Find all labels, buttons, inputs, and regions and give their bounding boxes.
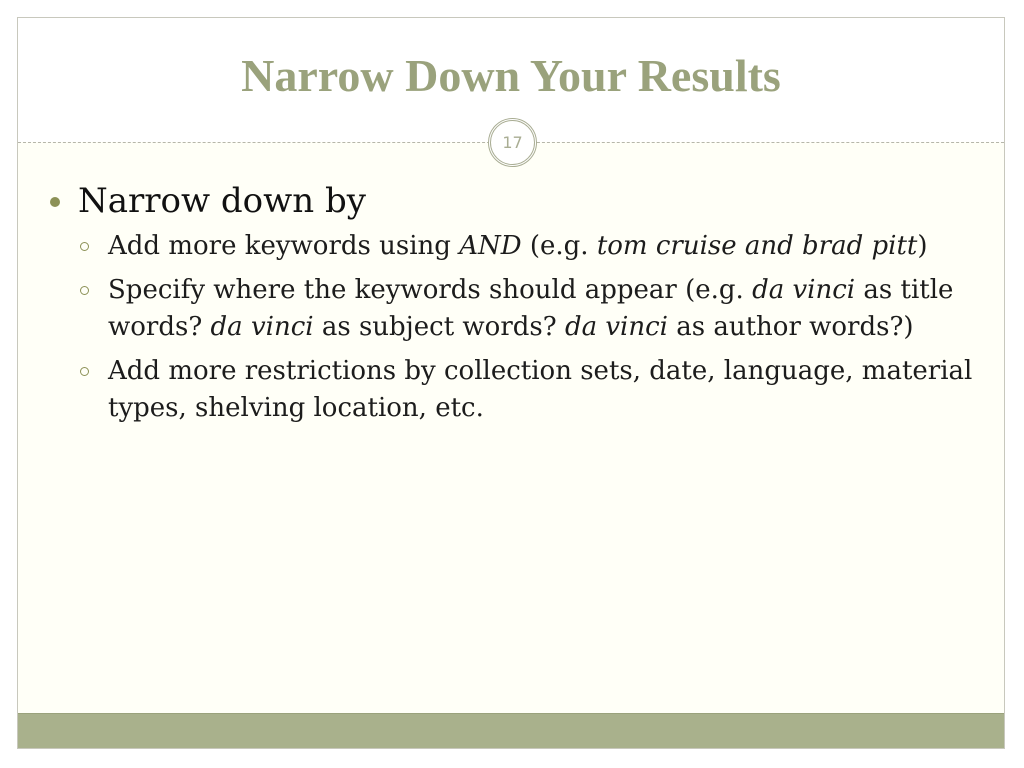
sub-bullet-text — [108, 356, 972, 423]
italic-segment: da vinci — [564, 312, 668, 342]
slide-title: Narrow Down Your Results — [241, 50, 781, 101]
sub-bullet-list — [78, 228, 988, 427]
italic-segment: tom cruise and brad pitt — [596, 231, 918, 261]
page-number-badge: 17 — [488, 118, 537, 167]
text-segment: Specify where the keywords should appear (e.g. — [108, 275, 753, 305]
slide — [17, 17, 1005, 749]
text-segment: as author words?) — [667, 312, 914, 342]
slide-content — [48, 178, 988, 434]
main-bullet-text: Narrow down by — [78, 181, 366, 221]
text-segment: as title words? — [108, 275, 954, 342]
text-segment: as subject words? — [313, 312, 565, 342]
text-segment: (e.g. — [521, 231, 597, 261]
main-bullet — [48, 178, 988, 224]
hollow-bullet-icon — [80, 367, 89, 376]
footer-band — [18, 713, 1004, 748]
bullet-dot-icon — [50, 197, 60, 207]
text-segment: Add more restrictions by collection sets, date, language, material types, shelving location, etc. — [108, 356, 973, 423]
italic-segment: da vinci — [752, 275, 856, 305]
text-segment: ) — [917, 231, 928, 261]
sub-bullet-text — [108, 231, 928, 261]
sub-bullet-item — [78, 228, 988, 265]
sub-bullet-text — [108, 275, 953, 342]
italic-segment: AND — [459, 231, 522, 261]
sub-bullet-item — [78, 272, 988, 346]
hollow-bullet-icon — [80, 242, 89, 251]
italic-segment: da vinci — [210, 312, 314, 342]
hollow-bullet-icon — [80, 286, 89, 295]
sub-bullet-item — [78, 353, 988, 427]
text-segment: Add more keywords using — [108, 231, 460, 261]
